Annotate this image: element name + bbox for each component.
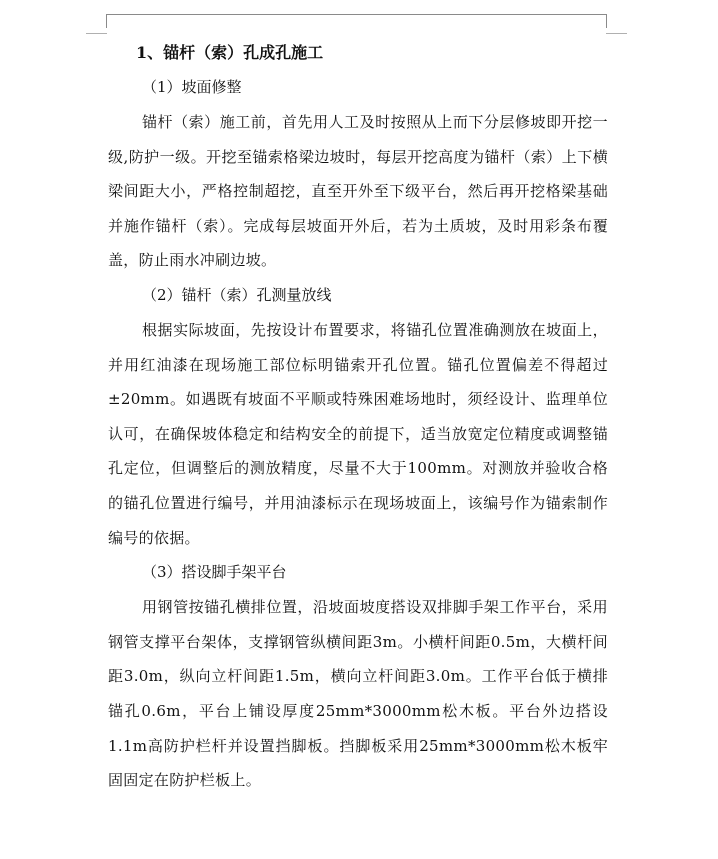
page-corner-mark-left <box>106 14 107 28</box>
subsection-title-scaffold-platform: （3）搭设脚手架平台 <box>142 563 287 582</box>
document-body <box>108 36 608 798</box>
crop-mark-right <box>606 33 627 34</box>
page-corner-mark-right <box>606 14 607 28</box>
paragraph-scaffold-platform: 用钢管按锚孔横排位置，沿坡面坡度搭设双排脚手架工作平台，采用钢管支撑平台架体，支撑钢管纵横间距3m。小横杆间距0.5m，大横杆间距3.0m，纵向立杆间距1.5m，横向立杆间距3.0m。工作平台低于横排锚孔0.6m，平台上铺设厚度25mm*3000mm松木板。平台外边搭设1.1m高防护栏杆并设置挡脚板。挡脚板采用25mm*3000mm松木板牢固固定在防护栏板上。 <box>108 598 608 790</box>
page-top-margin-line <box>106 14 607 15</box>
subsection-title-survey-layout: （2）锚杆（索）孔测量放线 <box>142 285 332 304</box>
paragraph-slope-trimming: 锚杆（索）施工前，首先用人工及时按照从上而下分层修坡即开挖一级,防护一级。开挖至锚索格梁边坡时，每层开挖高度为锚杆（索）上下横梁间距大小，严格控制超挖，直至开外至下级平台，然后再开挖格梁基础并施作锚杆（索）。完成每层坡面开外后，若为土质坡，及时用彩条布覆盖，防止雨水冲刷边坡。 <box>108 113 608 270</box>
section-heading: 1、锚杆（索）孔成孔施工 <box>136 43 324 62</box>
subsection-title-slope-trimming: （1）坡面修整 <box>142 78 242 96</box>
crop-mark-left <box>86 33 107 34</box>
paragraph-survey-layout: 根据实际坡面，先按设计布置要求，将锚孔位置准确测放在坡面上，并用红油漆在现场施工部位标明锚索开孔位置。锚孔位置偏差不得超过±20mm。如遇既有坡面不平顺或特殊困难场地时，须经设计、监理单位认可，在确保坡体稳定和结构安全的前提下，适当放宽定位精度或调整锚孔定位，但调整后的测放精度，尽量不大于100mm。对测放并验收合格的锚孔位置进行编号，并用油漆标示在现场坡面上，该编号作为锚索制作编号的依据。 <box>108 320 608 547</box>
